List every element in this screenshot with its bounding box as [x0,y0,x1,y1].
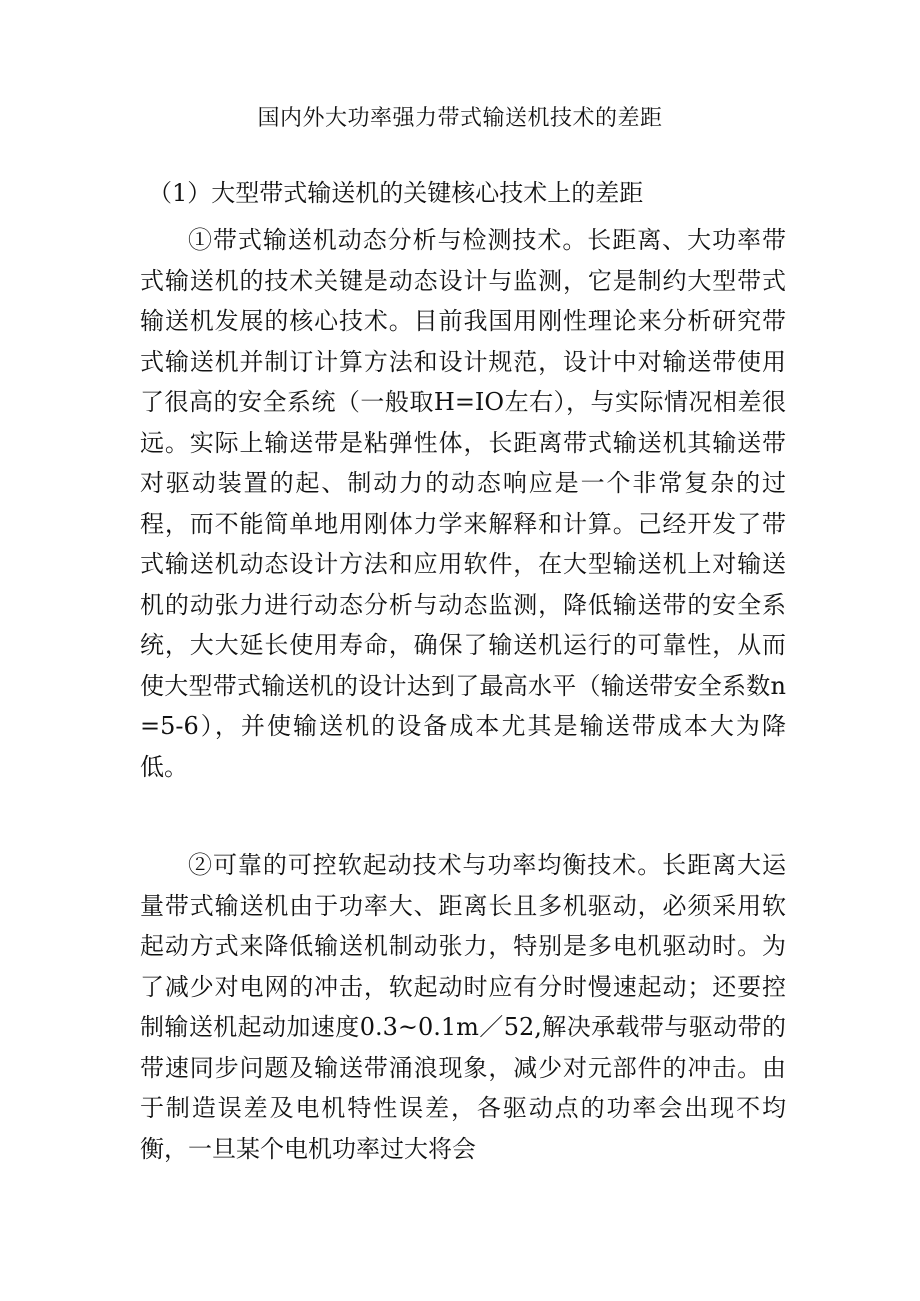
section-heading: （1）大型带式输送机的关键核心技术上的差距 [148,179,644,207]
paragraph-dynamic-analysis: ①带式输送机动态分析与检测技术。长距离、大功率带式输送机的技术关键是动态设计与监测，它是制约大型带式输送机发展的核心技术。目前我国用刚性理论来分析研究带式输送机并制订计算方法和设计规范，设计中对输送带使用了很高的安全系统（一般取H=IO左右），与实际情况相差很远。实际上输送带是粘弹性体，长距离带式输送机其输送带对驱动装置的起、制动力的动态响应是一个非常复杂的过程，而不能简单地用刚体力学来解释和计算。己经开发了带式输送机动态设计方法和应用软件，在大型输送机上对输送机的动张力进行动态分析与动态监测，降低输送带的安全系统，大大延长使用寿命，确保了输送机运行的可靠性，从而使大型带式输送机的设计达到了最高水平（输送带安全系数n=5-6），并使输送机的设备成本尤其是输送带成本大为降低。 [140,226,786,781]
document-title: 国内外大功率强力带式输送机技术的差距 [257,106,663,131]
paragraph-soft-start: ②可靠的可控软起动技术与功率均衡技术。长距离大运量带式输送机由于功率大、距离长且多机驱动，必须采用软起动方式来降低输送机制动张力，特别是多电机驱动时。为了减少对电网的冲击，软起动时应有分时慢速起动；还要控制输送机起动加速度0.3~0.1m／52,解决承载带与驱动带的带速同步问题及输送带涌浪现象，减少对元部件的冲击。由于制造误差及电机特性误差，各驱动点的功率会出现不均衡，一旦某个电机功率过大将会 [140,851,786,1163]
